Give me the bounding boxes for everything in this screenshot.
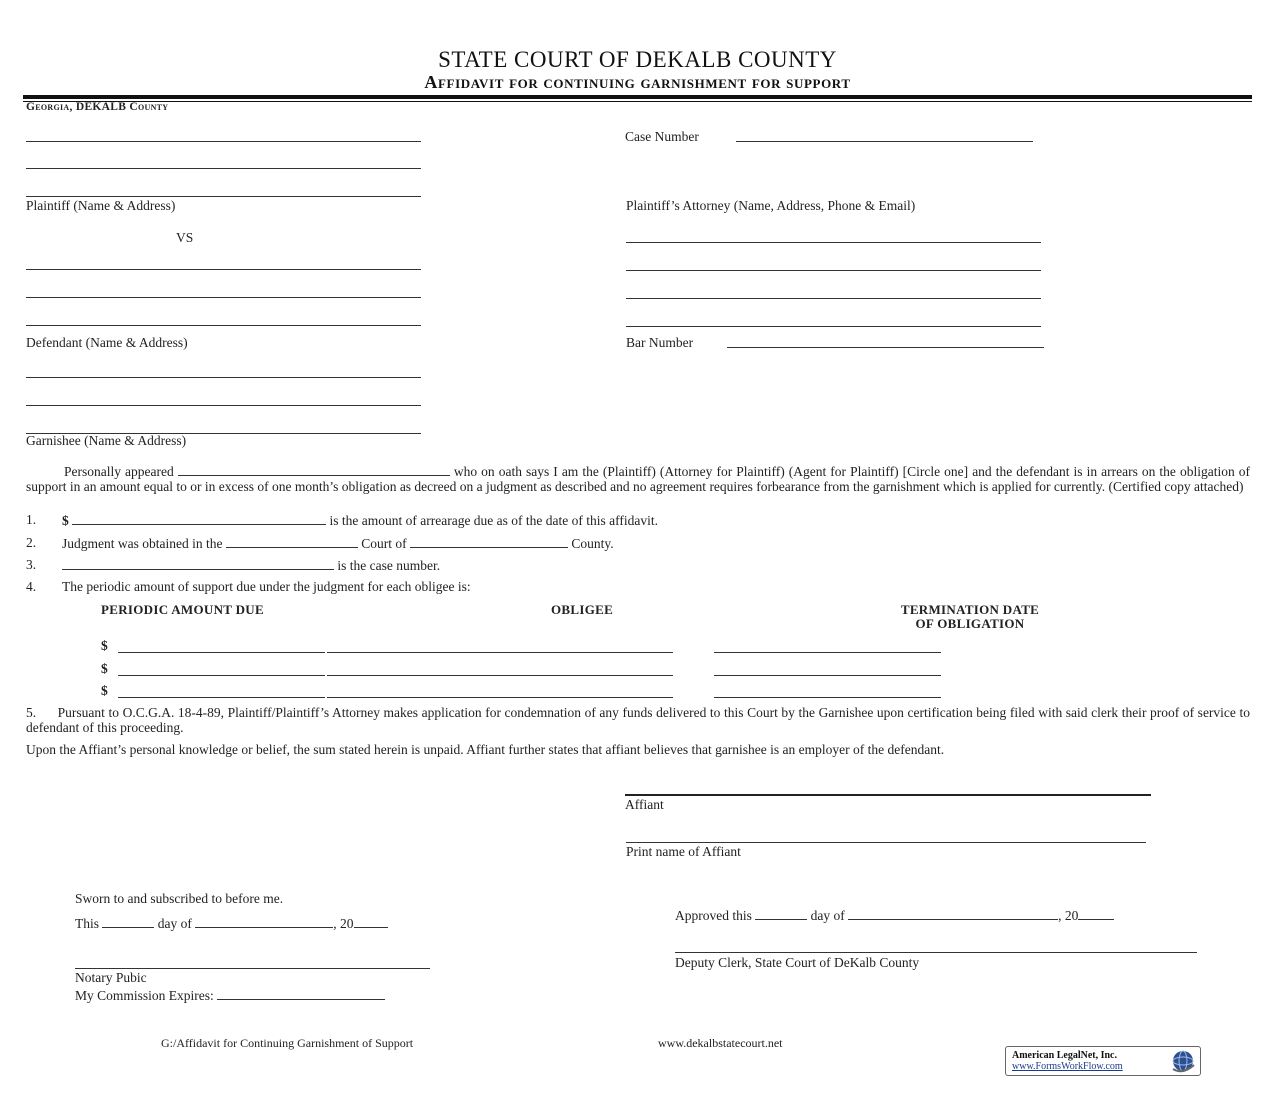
form-subtitle: Affidavit for continuing garnishment for support	[424, 72, 851, 92]
brand-url[interactable]: www.FormsWorkFlow.com	[1012, 1061, 1123, 1072]
deputy-clerk-label: Deputy Clerk, State Court of DeKalb County	[675, 955, 920, 970]
approved-month-field[interactable]	[848, 907, 1058, 920]
item1-text: is the amount of arrearage due as of the date of this affidavit.	[329, 513, 659, 528]
attorney-line-4[interactable]	[626, 326, 1041, 327]
item2-line	[62, 535, 614, 552]
bar-number-label: Bar Number	[626, 335, 694, 350]
table-row-2-amount-field[interactable]	[118, 675, 325, 676]
table-row-2-dollar: $	[101, 661, 108, 676]
col-header-termination-2: OF OBLIGATION	[915, 616, 1025, 631]
garnishee-line-1[interactable]	[26, 377, 421, 378]
notary-label: Notary Pubic	[75, 970, 147, 985]
plaintiff-line-3[interactable]	[26, 196, 421, 197]
notary-day-of-label: day of	[157, 916, 192, 931]
commission-expiry-field[interactable]	[217, 987, 385, 1000]
table-row-2-termination-field[interactable]	[714, 675, 941, 676]
belief-paragraph: Upon the Affiant’s personal knowledge or belief, the sum stated herein is unpaid. Affiant further states that affiant believes that garnishee is an employer of the defendant.	[26, 742, 945, 757]
commission-label: My Commission Expires:	[75, 988, 214, 1003]
notary-day-field[interactable]	[102, 915, 154, 928]
approved-label: Approved this	[675, 908, 752, 923]
item1-dollar: $	[62, 513, 69, 528]
footer-website[interactable]: www.dekalbstatecourt.net	[658, 1036, 783, 1050]
notary-this-label: This	[75, 916, 100, 931]
table-row-2-obligee-field[interactable]	[327, 675, 673, 676]
table-row-3-amount-field[interactable]	[118, 697, 325, 698]
county-label: Georgia, DEKALB County	[26, 101, 169, 113]
col-header-obligee: OBLIGEE	[551, 602, 614, 617]
arrearage-amount-field[interactable]	[72, 512, 326, 525]
sworn-text: Sworn to and subscribed to before me.	[75, 891, 284, 906]
judgment-case-number-field[interactable]	[62, 557, 334, 570]
item2-text-b: Court of	[361, 536, 407, 551]
case-number-label: Case Number	[625, 129, 699, 144]
notary-month-field[interactable]	[195, 915, 333, 928]
item4-number: 4.	[26, 579, 37, 594]
item1-number: 1.	[26, 512, 37, 527]
plaintiff-label: Plaintiff (Name & Address)	[26, 198, 176, 213]
approved-year-field[interactable]	[1078, 907, 1114, 920]
plaintiff-line-2[interactable]	[26, 168, 421, 169]
defendant-label: Defendant (Name & Address)	[26, 335, 188, 350]
attorney-line-2[interactable]	[626, 270, 1041, 271]
item5-text: Pursuant to O.C.G.A. 18-4-89, Plaintiff/Plaintiff’s Attorney makes application for condemnation of any funds delivered to this Court by the Garnishee upon certification being filed with said clerk their proof of service to defendant of this proceeding.	[26, 705, 1250, 735]
item5-paragraph	[26, 706, 1250, 735]
appeared-paragraph	[26, 463, 1250, 494]
approved-day-of-label: day of	[810, 908, 845, 923]
notary-year-field[interactable]	[354, 915, 388, 928]
defendant-line-1[interactable]	[26, 269, 421, 270]
case-number-field[interactable]	[736, 141, 1033, 142]
attorney-label: Plaintiff’s Attorney (Name, Address, Phone & Email)	[626, 198, 916, 213]
table-row-1-dollar: $	[101, 638, 108, 653]
table-row-3-obligee-field[interactable]	[327, 697, 673, 698]
vs-label: VS	[176, 230, 194, 245]
globe-icon	[1170, 1049, 1196, 1077]
item3-number: 3.	[26, 557, 37, 572]
court-name-field[interactable]	[226, 535, 358, 548]
court-title: STATE COURT OF DEKALB COUNTY	[438, 47, 837, 72]
affiant-signature-line[interactable]	[625, 794, 1151, 796]
american-legalnet-logo[interactable]	[1005, 1046, 1201, 1076]
header-rule-thick	[23, 95, 1252, 99]
approved-year-prefix: , 20	[1058, 908, 1079, 923]
item1-line	[62, 512, 658, 529]
defendant-line-3[interactable]	[26, 325, 421, 326]
approved-day-field[interactable]	[755, 907, 807, 920]
approved-line	[675, 907, 1114, 924]
col-header-amount: PERIODIC AMOUNT DUE	[101, 602, 264, 617]
item2-text-c: County.	[571, 536, 614, 551]
county-name-field[interactable]	[410, 535, 568, 548]
notary-year-prefix: , 20	[333, 916, 354, 931]
affiant-label: Affiant	[625, 797, 664, 812]
item2-text-a: Judgment was obtained in the	[62, 536, 223, 551]
defendant-line-2[interactable]	[26, 297, 421, 298]
attorney-line-1[interactable]	[626, 242, 1041, 243]
item3-line	[62, 557, 440, 574]
notary-signature-line[interactable]	[75, 968, 430, 969]
table-row-3-termination-field[interactable]	[714, 697, 941, 698]
item5-number: 5.	[26, 705, 37, 720]
affiant-print-name-line[interactable]	[626, 842, 1146, 843]
commission-line	[75, 987, 385, 1004]
deputy-clerk-signature-line[interactable]	[675, 952, 1197, 953]
footer-form-path: G:/Affidavit for Continuing Garnishment of Support	[161, 1036, 414, 1050]
plaintiff-line-1[interactable]	[26, 141, 421, 142]
appeared-intro: Personally appeared	[64, 464, 174, 479]
item2-number: 2.	[26, 535, 37, 550]
garnishee-line-2[interactable]	[26, 405, 421, 406]
bar-number-field[interactable]	[727, 347, 1044, 348]
attorney-line-3[interactable]	[626, 298, 1041, 299]
header-rule-thin	[23, 101, 1252, 102]
table-row-3-dollar: $	[101, 683, 108, 698]
table-row-1-obligee-field[interactable]	[327, 652, 673, 653]
item3-text: is the case number.	[337, 558, 441, 573]
appeared-text: who on oath says I am the (Plaintiff) (Attorney for Plaintiff) (Agent for Plaintiff) [Circle one] and the defendant is in arrears on the obligation of support in an amount equal to or in excess of one month’s obligation as decreed on a judgment as described and no agreement requires forbearance from the garnishment which is applied for currently. (Certified copy attached)	[26, 464, 1251, 494]
notary-date-line	[75, 915, 388, 932]
garnishee-label: Garnishee (Name & Address)	[26, 433, 187, 448]
brand-name: American LegalNet, Inc.	[1012, 1050, 1117, 1061]
item4-text: The periodic amount of support due under the judgment for each obligee is:	[62, 579, 471, 594]
affiant-name-field[interactable]	[178, 463, 450, 476]
table-row-1-termination-field[interactable]	[714, 652, 941, 653]
col-header-termination-1: TERMINATION DATE	[900, 602, 1040, 617]
print-name-label: Print name of Affiant	[626, 844, 741, 859]
table-row-1-amount-field[interactable]	[118, 652, 325, 653]
